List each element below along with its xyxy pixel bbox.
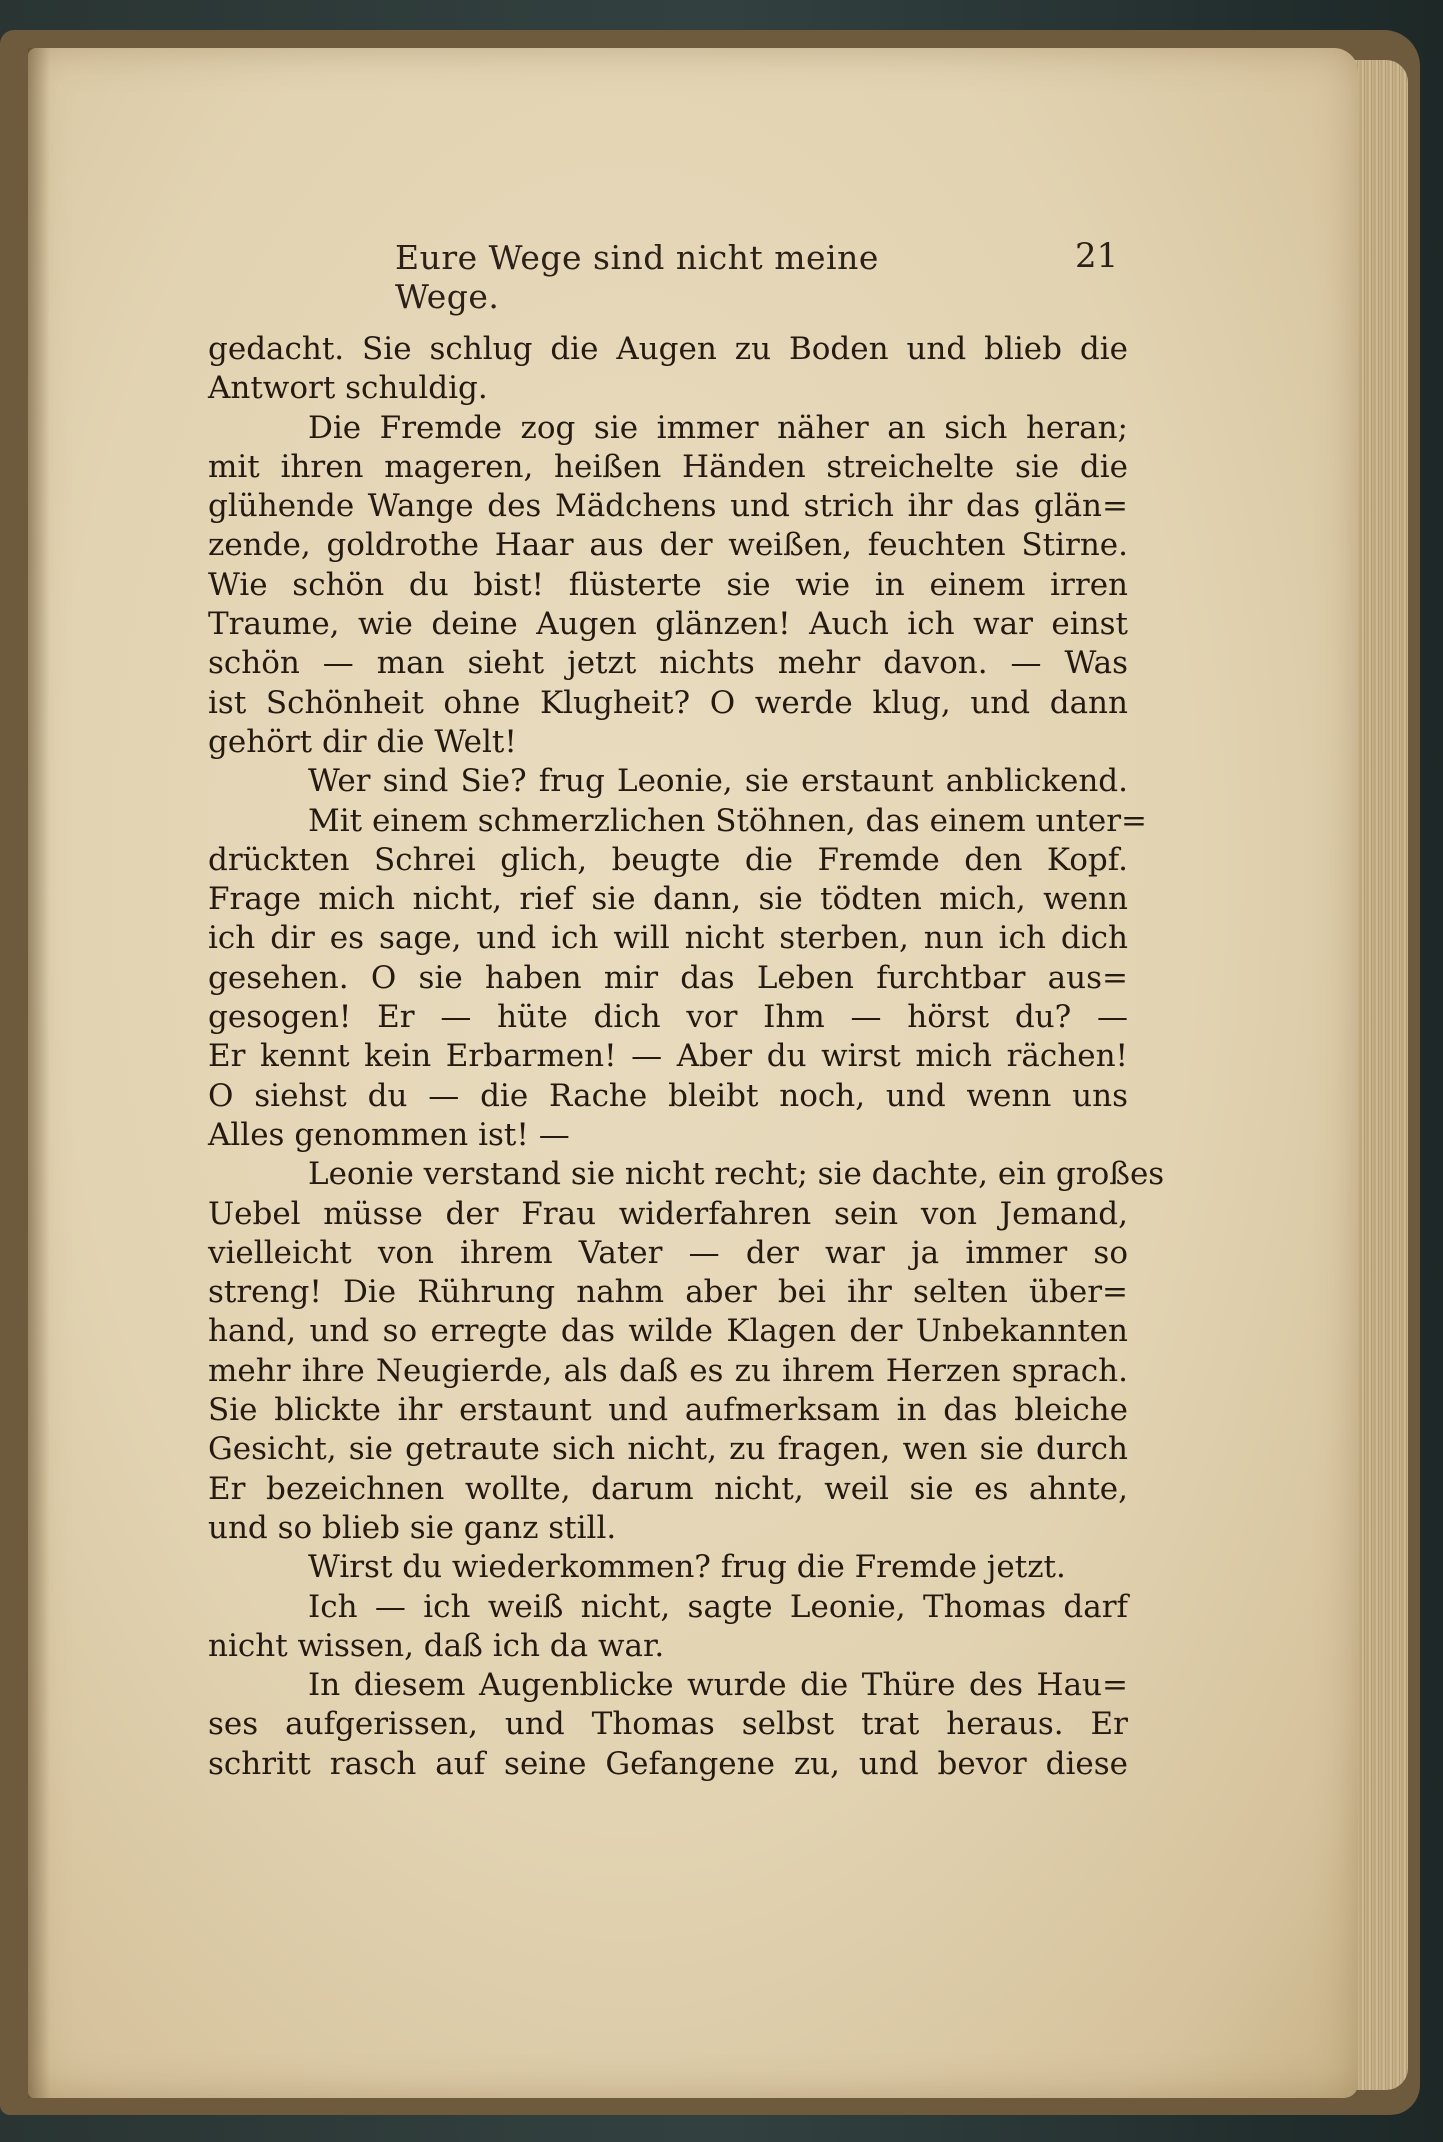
text-line: nicht wissen, daß ich da war. — [208, 1627, 665, 1664]
text-line: gehört dir die Welt! — [208, 723, 517, 760]
text-line: Sie blickte ihr erstaunt und aufmerksam in das bleiche — [208, 1392, 1128, 1429]
text-line: Wer sind Sie? frug Leonie, sie erstaunt anblickend. — [308, 763, 1128, 800]
text-line: gesogen! Er — hüte dich vor Ihm — hörst du? — — [208, 999, 1128, 1036]
text-line: gedacht. Sie schlug die Augen zu Boden und blieb die — [208, 331, 1128, 367]
page-gutter-shadow — [28, 48, 50, 2098]
text-line: schön — man sieht jetzt nichts mehr davon. — Was — [208, 645, 1128, 682]
text-line: ses aufgerissen, und Thomas selbst trat heraus. Er — [208, 1706, 1128, 1743]
text-line: Wirst du wiederkommen? frug die Fremde jetzt. — [308, 1549, 1066, 1586]
text-line: ich dir es sage, und ich will nicht sterben, nun ich dich — [208, 920, 1128, 957]
text-line: drückten Schrei glich, beugte die Fremde den Kopf. — [208, 841, 1128, 878]
text-line: Wie schön du bist! flüsterte sie wie in einem irren — [208, 566, 1128, 603]
text-line: hand, und so erregte das wilde Klagen der Unbekannten — [208, 1313, 1128, 1350]
text-line: Die Fremde zog sie immer näher an sich heran; — [308, 409, 1128, 446]
text-line: Frage mich nicht, rief sie dann, sie tödten mich, wenn — [208, 881, 1128, 918]
text-line: und so blieb sie ganz still. — [208, 1509, 617, 1546]
text-line: Leonie verstand sie nicht recht; sie dachte, ein großes — [308, 1156, 1165, 1193]
running-head: Eure Wege sind nicht meine Wege. — [395, 238, 879, 316]
text-line: Ich — ich weiß nicht, sagte Leonie, Thomas darf — [308, 1588, 1128, 1625]
text-line: vielleicht von ihrem Vater — der war ja immer so — [208, 1234, 1128, 1271]
text-line: glühende Wange des Mädchens und strich ihr das glän= — [208, 488, 1128, 525]
text-line: Mit einem schmerzlichen Stöhnen, das einem unter= — [308, 802, 1147, 839]
text-line: Er kennt kein Erbarmen! — Aber du wirst mich rächen! — [208, 1038, 1128, 1075]
text-line: schritt rasch auf seine Gefangene zu, und bevor diese — [208, 1745, 1128, 1782]
text-line: mehr ihre Neugierde, als daß es zu ihrem Herzen sprach. — [208, 1352, 1128, 1389]
text-line: O siehst du — die Rache bleibt noch, und wenn uns — [208, 1077, 1128, 1114]
page-number: 21 — [1075, 236, 1119, 276]
text-line: ist Schönheit ohne Klugheit? O werde klug, und dann — [208, 684, 1128, 721]
text-line: Alles genommen ist! — — [208, 1116, 570, 1153]
text-line: streng! Die Rührung nahm aber bei ihr selten über= — [208, 1274, 1128, 1311]
body-text — [208, 330, 1165, 1784]
text-line: Traume, wie deine Augen glänzen! Auch ich war einst — [208, 606, 1128, 643]
text-line: zende, goldrothe Haar aus der weißen, feuchten Stirne. — [208, 527, 1128, 564]
text-line: Er bezeichnen wollte, darum nicht, weil sie es ahnte, — [208, 1470, 1128, 1507]
text-line: In diesem Augenblicke wurde die Thüre des Hau= — [308, 1667, 1128, 1704]
text-line: Gesicht, sie getraute sich nicht, zu fragen, wen sie durch — [208, 1431, 1128, 1468]
text-line: gesehen. O sie haben mir das Leben furchtbar aus= — [208, 959, 1128, 996]
text-line: mit ihren mageren, heißen Händen streichelte sie die — [208, 448, 1128, 485]
text-line: Antwort schuldig. — [208, 370, 488, 407]
text-line: Uebel müsse der Frau widerfahren sein von Jemand, — [208, 1195, 1128, 1232]
